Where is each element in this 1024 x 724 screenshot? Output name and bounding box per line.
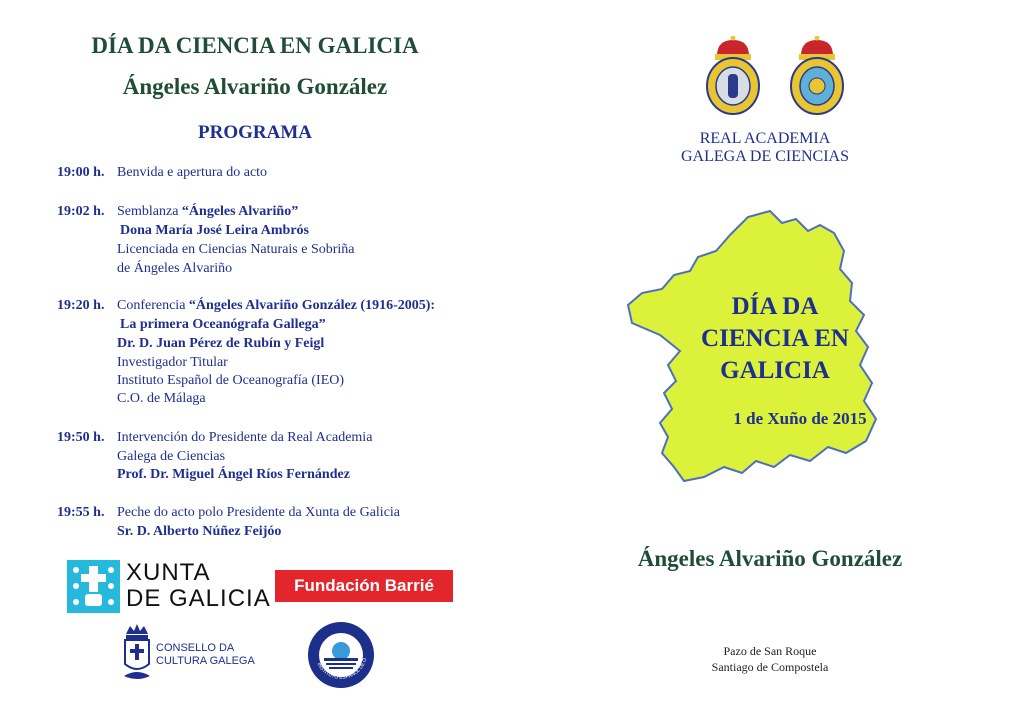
event-date: 1 de Xuño de 2015 <box>733 409 867 428</box>
item-1920-detail-2: Instituto Español de Oceanografía (IEO) <box>117 373 345 388</box>
item-1950-line-2: Galega de Ciencias <box>117 449 226 464</box>
item-1902-prefix: Semblanza <box>117 204 182 219</box>
xunta-cross-icon <box>67 560 120 613</box>
item-1902-detail-1: Licenciada en Ciencias Naturais e Sobriña <box>117 242 355 257</box>
academy-line-2: GALEGA DE CIENCIAS <box>681 148 849 165</box>
item-1920-title <box>117 298 435 314</box>
consello-wordmark <box>156 642 255 668</box>
ieo-logo <box>306 620 376 690</box>
academy-line-1: REAL ACADEMIA <box>699 130 831 147</box>
left-title: DÍA DA CIENCIA EN GALICIA <box>91 33 419 58</box>
item-1902-quote: “Ángeles Alvariño” <box>181 204 299 219</box>
galicia-map <box>620 205 900 495</box>
time-1920: 19:20 h. <box>57 298 105 313</box>
item-1950-line-1: Intervención do Presidente da Real Academia <box>117 430 373 445</box>
left-subtitle: Ángeles Alvariño González <box>122 74 388 99</box>
item-1920-prefix: Conferencia <box>117 298 189 313</box>
time-1955: 19:55 h. <box>57 505 105 520</box>
item-1902-detail-2: de Ángeles Alvariño <box>117 261 233 276</box>
item-1902-title <box>117 204 298 220</box>
item-1920-detail-1: Investigador Titular <box>117 355 228 370</box>
item-1902-speaker: Dona María José Leira Ambrós <box>120 223 309 238</box>
item-1955-speaker: Sr. D. Alberto Núñez Feijóo <box>117 524 282 539</box>
honoree-name: Ángeles Alvariño González <box>637 546 903 571</box>
ieo-ring-text: INSTITUTO ESPAÑOL DE O <box>315 657 369 681</box>
venue-line-2: Santiago de Compostela <box>711 660 829 674</box>
academy-emblem-right <box>787 36 847 118</box>
item-1955-line-1: Peche do acto polo Presidente da Xunta de Galicia <box>117 505 401 520</box>
academy-name <box>640 130 890 166</box>
map-title <box>680 291 870 387</box>
item-1920-speaker: Dr. D. Juan Pérez de Rubín y Feigl <box>117 336 325 351</box>
academy-emblem-left <box>703 36 763 118</box>
time-1950: 19:50 h. <box>57 430 105 445</box>
programa-heading: PROGRAMA <box>198 122 312 143</box>
xunta-emblem <box>67 560 120 613</box>
item-1920-quote-2: La primera Oceanógrafa Gallega” <box>120 317 326 332</box>
item-1900-line: Benvida e apertura do acto <box>117 165 268 180</box>
barrie-logo: Fundación Barrié <box>275 570 453 602</box>
crown-shield-icon <box>122 622 152 684</box>
consello-emblem <box>122 622 152 684</box>
venue <box>650 643 890 675</box>
item-1950-speaker: Prof. Dr. Miguel Ángel Ríos Fernández <box>117 467 350 482</box>
consello-line-2: CULTURA GALEGA <box>156 655 255 667</box>
item-1920-detail-3: C.O. de Málaga <box>117 391 206 406</box>
xunta-wordmark <box>126 560 271 612</box>
consello-line-1: CONSELLO DA <box>156 642 235 654</box>
map-line-3: GALICIA <box>720 357 830 384</box>
xunta-line-1: XUNTA <box>126 559 211 586</box>
time-1900: 19:00 h. <box>57 165 105 180</box>
map-line-1: DÍA DA <box>731 293 819 320</box>
map-line-2: CIENCIA EN <box>701 325 849 352</box>
item-1920-quote: “Ángeles Alvariño González (1916-2005): <box>188 298 436 313</box>
xunta-line-2: DE GALICIA <box>126 585 271 612</box>
ieo-seal-icon <box>306 620 376 690</box>
time-1902: 19:02 h. <box>57 204 105 219</box>
academy-crest-icon <box>703 36 763 118</box>
venue-line-1: Pazo de San Roque <box>723 644 817 658</box>
academy-crest-icon-2 <box>787 36 847 118</box>
